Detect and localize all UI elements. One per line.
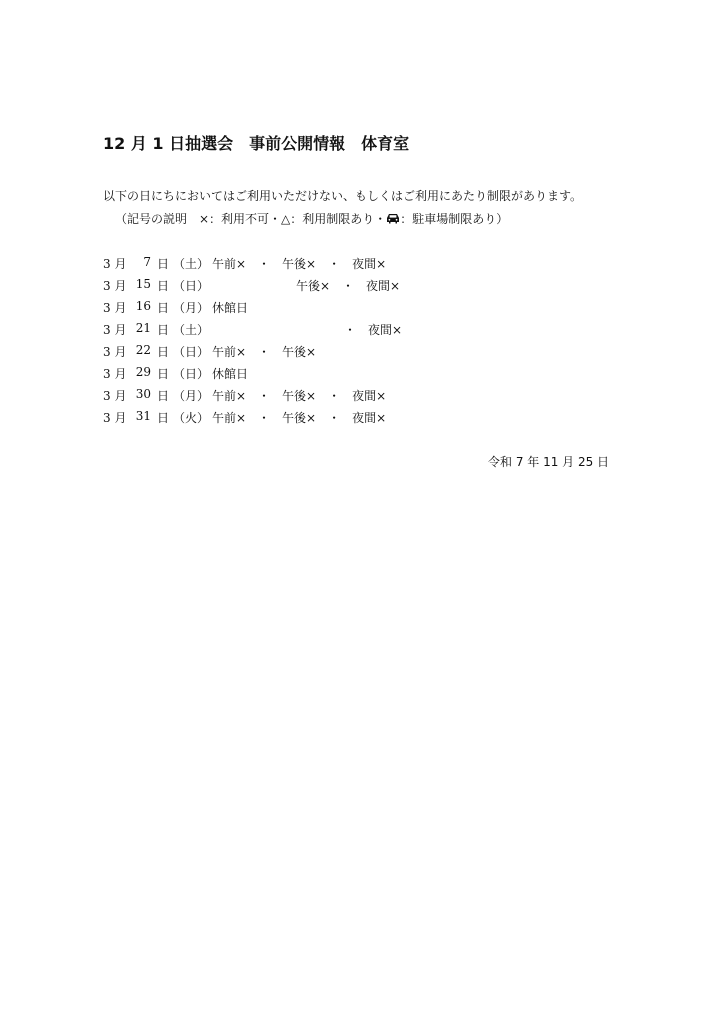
row-day-unit: 日 bbox=[157, 411, 170, 425]
row-weekday: （土） bbox=[173, 257, 210, 271]
row-month: 3 月 bbox=[103, 279, 127, 293]
schedule-row bbox=[103, 299, 623, 321]
row-day: 22 bbox=[135, 343, 151, 357]
row-weekday: （土） bbox=[173, 323, 210, 337]
row-slots: 午後× ・ 夜間× bbox=[212, 279, 401, 293]
schedule-row bbox=[103, 321, 623, 343]
schedule-row bbox=[103, 343, 623, 365]
schedule-row bbox=[103, 387, 623, 409]
row-day: 29 bbox=[135, 365, 151, 379]
row-day-unit: 日 bbox=[157, 323, 170, 337]
page-title: 12 月 1 日抽選会 事前公開情報 体育室 bbox=[103, 134, 410, 153]
row-month: 3 月 bbox=[103, 345, 127, 359]
row-slots: 午前× ・ 午後× ・ 夜間× bbox=[212, 411, 387, 425]
schedule-row bbox=[103, 255, 623, 277]
row-month: 3 月 bbox=[103, 389, 127, 403]
symbol-legend bbox=[115, 210, 508, 227]
row-slots: 午前× ・ 午後× ・ 夜間× bbox=[212, 257, 387, 271]
legend-suffix: ：駐車場制限あり） bbox=[400, 212, 509, 226]
intro-text: 以下の日にちにおいてはご利用いただけない、もしくはご利用にあたり制限があります。 bbox=[103, 189, 583, 203]
issue-date: 令和 7 年 11 月 25 日 bbox=[488, 455, 610, 469]
row-day: 31 bbox=[135, 409, 151, 423]
car-icon bbox=[386, 213, 400, 224]
row-slots: 休館日 bbox=[212, 301, 249, 315]
row-slots: 午前× ・ 午後× ・ 夜間× bbox=[212, 389, 387, 403]
row-day-unit: 日 bbox=[157, 257, 170, 271]
row-slots: 休館日 bbox=[212, 367, 249, 381]
row-day-unit: 日 bbox=[157, 345, 170, 359]
row-day: 21 bbox=[135, 321, 151, 335]
row-weekday: （月） bbox=[173, 301, 210, 315]
row-slots: ・ 夜間× bbox=[212, 323, 403, 337]
row-month: 3 月 bbox=[103, 301, 127, 315]
row-weekday: （日） bbox=[173, 345, 210, 359]
row-weekday: （日） bbox=[173, 279, 210, 293]
schedule-row bbox=[103, 277, 623, 299]
row-day: 7 bbox=[143, 255, 151, 269]
row-weekday: （月） bbox=[173, 389, 210, 403]
row-weekday: （火） bbox=[173, 411, 210, 425]
row-month: 3 月 bbox=[103, 323, 127, 337]
row-slots: 午前× ・ 午後× bbox=[212, 345, 317, 359]
row-weekday: （日） bbox=[173, 367, 210, 381]
row-day-unit: 日 bbox=[157, 301, 170, 315]
row-day-unit: 日 bbox=[157, 367, 170, 381]
closure-schedule bbox=[103, 255, 623, 431]
row-day: 16 bbox=[135, 299, 151, 313]
row-month: 3 月 bbox=[103, 411, 127, 425]
row-month: 3 月 bbox=[103, 257, 127, 271]
schedule-row bbox=[103, 365, 623, 387]
legend-prefix: （記号の説明 ×：利用不可・△：利用制限あり・ bbox=[115, 212, 387, 226]
row-month: 3 月 bbox=[103, 367, 127, 381]
row-day: 15 bbox=[135, 277, 151, 291]
schedule-row bbox=[103, 409, 623, 431]
row-day: 30 bbox=[135, 387, 151, 401]
row-day-unit: 日 bbox=[157, 279, 170, 293]
row-day-unit: 日 bbox=[157, 389, 170, 403]
